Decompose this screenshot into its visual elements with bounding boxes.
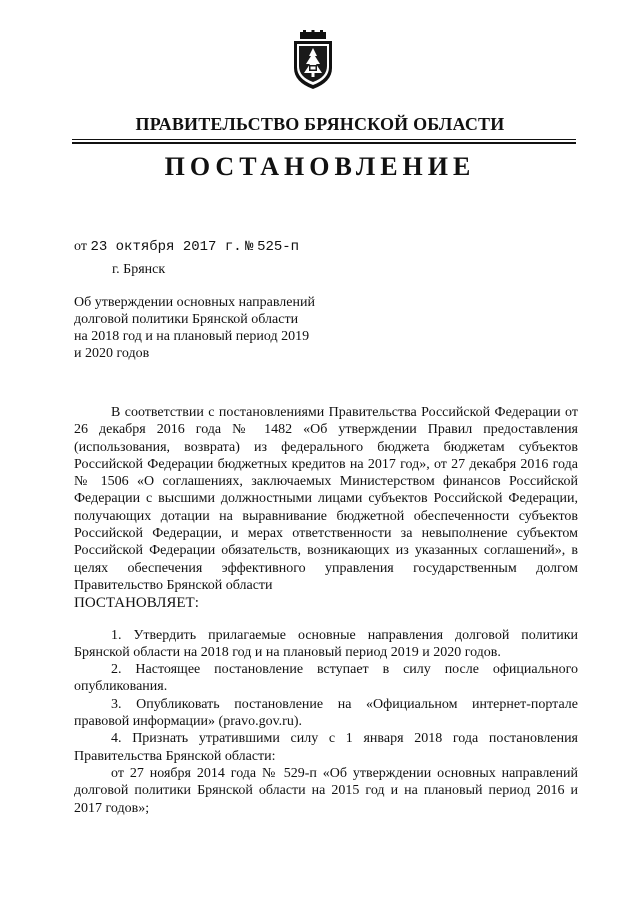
number-sign: № [245,239,254,255]
decree-item: 2. Настоящее постановление вступает в силу после официального опубликования. [74,662,578,695]
document-subject [74,294,374,362]
decree-word: ПОСТАНОВЛЯЕТ: [74,595,199,612]
subject-line: Об утверждении основных направлений [74,295,315,310]
date-prefix: от [74,239,87,254]
subject-line: и 2020 годов [74,346,150,361]
decree-item: 3. Опубликовать постановление на «Официальном интернет-портале правовой информации» (pravo.gov.ru). [74,696,578,730]
organization-name: ПРАВИТЕЛЬСТВО БРЯНСКОЙ ОБЛАСТИ [135,114,505,134]
decree-items [74,627,578,817]
document-city: г. Брянск [112,262,166,277]
subject-line: долговой политики Брянской области [74,312,299,327]
decree-item: от 27 ноября 2014 года № 529-п «Об утверждении основных направлений долговой политики Брянской области на 2015 год и на плановый период 2016 и 2017 годов»; [74,765,578,816]
coat-of-arms-icon [288,30,338,90]
document-date: 23 октября 2017 г. [90,239,242,255]
decree-item: 4. Признать утратившими силу с 1 января 2018 года постановления Правительства Брянской области: [74,731,578,764]
document-type-title: ПОСТАНОВЛЕНИЕ [164,152,476,181]
subject-line: на 2018 год и на плановый период 2019 [74,329,310,344]
header-rule-thin [72,139,576,140]
document-date-line [74,239,299,255]
decree-item: 1. Утвердить прилагаемые основные направления долговой политики Брянской области на 2018 год и на плановый период 2019 и 2020 годов. [74,627,578,660]
preamble-paragraph: В соответствии с постановлениями Правительства Российской Федерации от 26 декабря 2016 года № 1482 «Об утверждении Правил предоставления (использования, возврата) из федерального бюджета бюджетам субъектов Российской Федерации бюджетных кредитов на 2017 год», от 27 декабря 2016 года № 1506 «О соглашениях, заключаемых Министерством финансов Российской Федерации с высшими должностными лицами субъектов Российской Федерации, получающих дотации на выравнивание бюджетной обеспеченности субъектов Российской Федерации, и мерах ответственности за невыполнение субъектом Российской Федерации обязательств, возникающих из указанных соглашений», в целях обеспечения эффективного управления государственным долгом Правительство Брянской области [74,405,578,593]
document-number: 525-п [257,239,300,255]
header-rule-thick [72,142,576,144]
document-body [74,404,578,817]
